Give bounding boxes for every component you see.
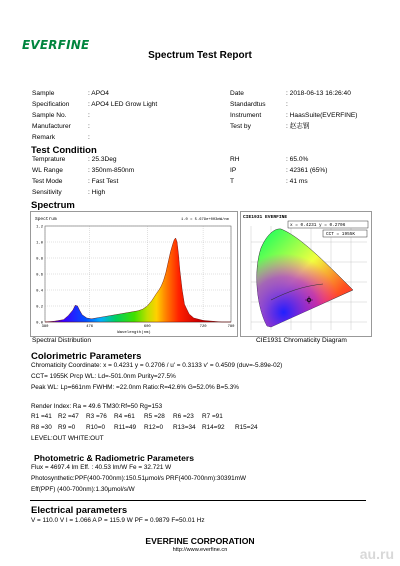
- spectral-caption: Spectral Distribution: [32, 337, 92, 344]
- flux-line: Flux = 4697.4 lm Eff. : 40.53 lm/W Fe = 32.721 W: [31, 464, 172, 471]
- test-mode-value: : Fast Test: [88, 178, 119, 185]
- ip-value: : 42361 (65%): [286, 167, 328, 174]
- r-row-1: [31, 412, 371, 423]
- manufacturer-label: Manufacturer: [32, 123, 71, 130]
- footer-url: http://www.everfine.cn: [172, 547, 228, 553]
- r-value: R6 =23: [173, 413, 194, 420]
- test-condition-right: [230, 155, 380, 189]
- cie-title: CIE1931 EVERFINE: [243, 215, 288, 220]
- standard-value: :: [286, 101, 288, 108]
- r-value: R4 =61: [114, 413, 135, 420]
- standard-label: Standardtus: [230, 101, 266, 108]
- spectrum-heading: Spectrum: [31, 200, 75, 211]
- date-label: Date: [230, 90, 244, 97]
- r-value: R12=0: [144, 424, 164, 431]
- chromaticity-line: Chromaticity Coordinate: x = 0.4231 y = 0.2706 / u' = 0.3133 v' = 0.4509 (duv=-5.89e-02): [31, 362, 283, 369]
- y-tick-label: 0.8: [36, 257, 43, 262]
- t-label: T: [230, 178, 235, 185]
- x-tick-label: 780: [227, 325, 235, 329]
- render-index: Render Index: Ra = 49.6 TM30:Rf=50 Rg=153: [31, 403, 163, 410]
- r-value: R13=34: [173, 424, 196, 431]
- test-by-label: Test by: [230, 123, 251, 130]
- spectral-distribution-chart: [30, 211, 238, 337]
- cie-chromaticity-chart: [240, 211, 372, 337]
- info-left: [32, 89, 212, 144]
- rh-value: : 65.0%: [286, 156, 309, 163]
- level-line: LEVEL:OUT WHITE:OUT: [31, 435, 104, 442]
- spectrum-plot: [31, 212, 237, 336]
- photometric-heading: Photometric & Radiometric Parameters: [34, 453, 194, 463]
- cie-cct: CCT = 1955K: [326, 232, 355, 237]
- info-right: [230, 89, 380, 134]
- r-value: R1 =41: [31, 413, 52, 420]
- x-tick-label: 476: [86, 325, 94, 329]
- divider: [30, 500, 366, 501]
- y-tick-label: 1.0: [36, 241, 43, 246]
- manufacturer-value: :: [88, 123, 90, 130]
- x-tick-label: 380: [41, 325, 49, 329]
- remark-value: :: [88, 134, 90, 141]
- ip-label: IP: [230, 167, 237, 174]
- test-condition-left: [32, 155, 212, 199]
- sample-label: Sample: [32, 90, 55, 97]
- specification-label: Specification: [32, 101, 70, 108]
- y-tick-label: 0.6: [36, 273, 43, 278]
- everfine-logo: EVERFINE: [22, 38, 90, 52]
- electrical-heading: Electrical parameters: [31, 505, 128, 516]
- sample-no-label: Sample No.: [32, 112, 67, 119]
- rh-label: RH: [230, 156, 240, 163]
- date-value: : 2018-06-13 16:26:40: [286, 90, 351, 97]
- peak-line: Peak WL: Lp=661nm FWHM: =22.0nm Ratio:R=42.6% G=52.0% B=5.3%: [31, 384, 239, 391]
- y-tick-label: 0.2: [36, 305, 43, 310]
- r-value: R14=92: [202, 424, 225, 431]
- footer-company: EVERFINE CORPORATION: [145, 536, 255, 546]
- sensitivity-label: Sensitivity: [32, 189, 62, 196]
- specification-value: : APO4 LED Grow Light: [88, 101, 158, 108]
- chart-corner-label: 1.0 = 5.679e+003mW/nm: [181, 218, 229, 222]
- cct-line: CCT= 1955K Prcp WL: Ld=-501.0nm Purity=27.5%: [31, 373, 176, 380]
- test-condition-heading: Test Condition: [31, 145, 97, 156]
- sample-no-value: :: [88, 112, 90, 119]
- r-value: R5 =28: [144, 413, 165, 420]
- x-tick-label: 600: [143, 325, 151, 329]
- instrument-label: Instrument: [230, 112, 262, 119]
- y-tick-label: 0.4: [36, 289, 43, 294]
- cie-readout: x = 0.4231 y = 0.2706: [290, 223, 346, 228]
- cie-plot: [241, 212, 371, 336]
- instrument-value: : HaasSuite(EVERFINE): [286, 112, 358, 119]
- y-tick-label: 1.2: [36, 225, 43, 230]
- r-value: R11=49: [114, 424, 137, 431]
- sensitivity-value: : High: [88, 189, 106, 196]
- r-value: R8 =30: [31, 424, 52, 431]
- cie-caption: CIE1931 Chromaticity Diagram: [256, 337, 347, 344]
- sample-value: : APO4: [88, 90, 109, 97]
- r-value: R15=24: [235, 424, 258, 431]
- watermark: au.ru: [359, 546, 394, 562]
- temperature-value: : 25.3Deg: [88, 156, 117, 163]
- y-tick-label: 0.0: [36, 321, 43, 326]
- r-value: R9 =0: [58, 424, 76, 431]
- x-tick-label: 720: [199, 325, 207, 329]
- r-value: R10=0: [86, 424, 106, 431]
- photosynthetic-line: Photosynthetic:PPF(400-700nm):150.51μmol/s PRF(400-700nm):30391mW: [31, 475, 247, 482]
- test-mode-label: Test Mode: [32, 178, 63, 185]
- r-row-2: [31, 423, 371, 434]
- report-title: Spectrum Test Report: [148, 50, 252, 61]
- chart-title: Spectrum: [35, 217, 57, 222]
- colorimetric-heading: Colorimetric Parameters: [31, 351, 142, 362]
- r-value: R7 =91: [202, 413, 223, 420]
- chart-xlabel: Wavelength(nm): [117, 331, 151, 335]
- remark-label: Remark: [32, 134, 56, 141]
- test-by-value: : 赵志钢: [286, 123, 310, 130]
- wl-range-label: WL Range: [32, 167, 63, 174]
- eff-ppf-line: Eff(PPF) (400-700nm):1.30μmol/s/W: [31, 486, 135, 493]
- cie-horseshoe-blue: [257, 229, 353, 327]
- electrical-line: V = 110.0 V I = 1.066 A P = 115.9 W PF = 0.9879 F=50.01 Hz: [31, 517, 205, 524]
- wl-range-value: : 350nm-850nm: [88, 167, 135, 174]
- r-value: R3 =76: [86, 413, 107, 420]
- r-value: R2 =47: [58, 413, 79, 420]
- temperature-label: Temprature: [32, 156, 66, 163]
- t-value: : 41 ms: [286, 178, 308, 185]
